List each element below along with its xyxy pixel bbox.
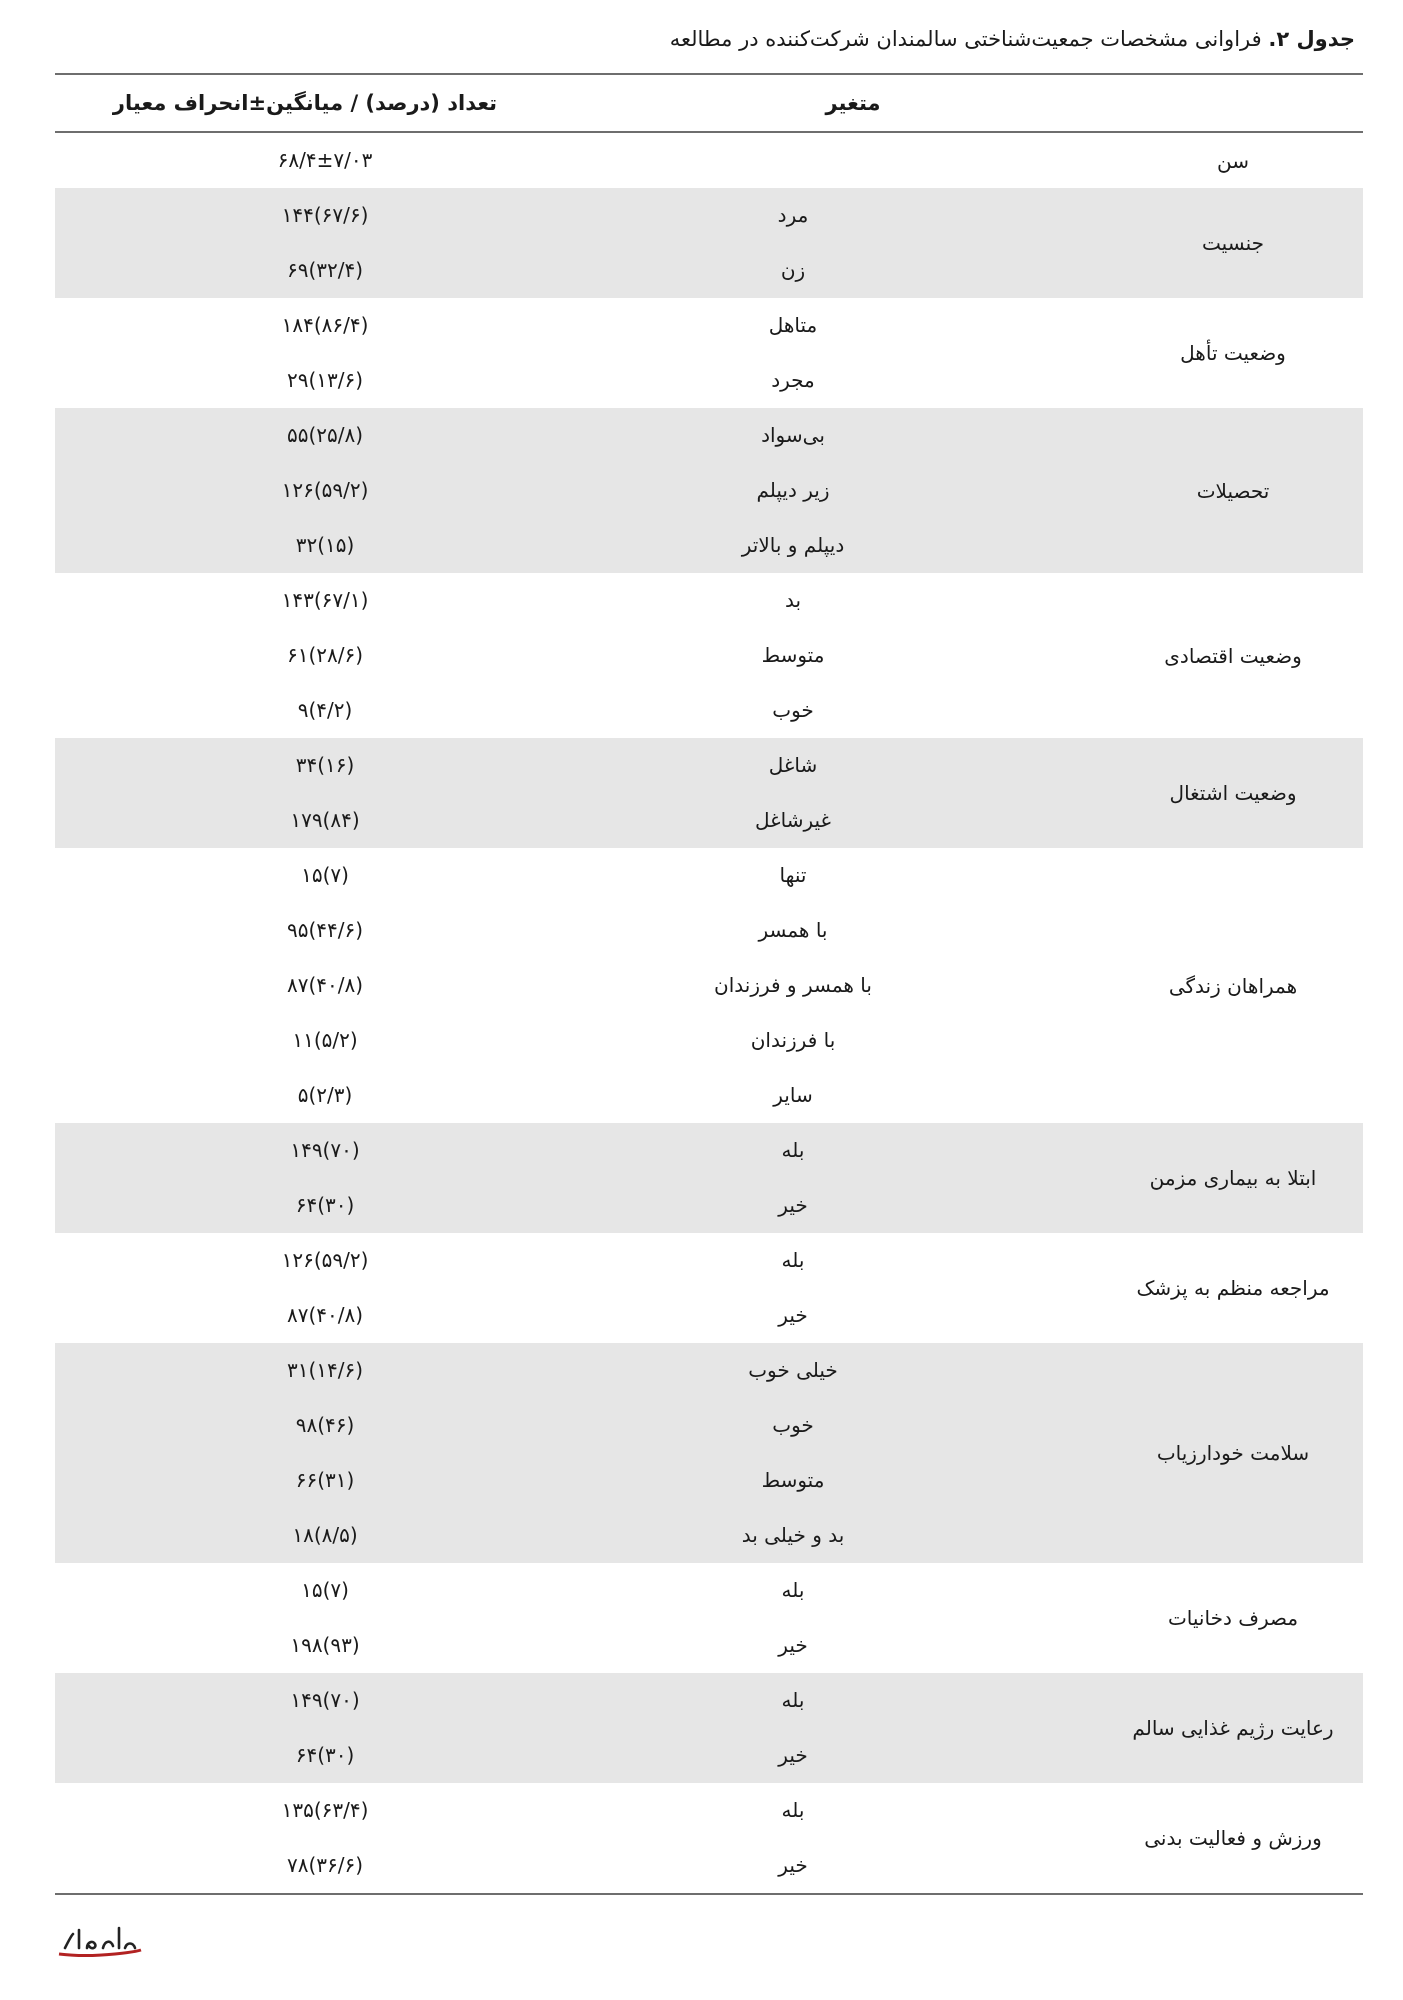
category-cell: بله: [781, 1138, 805, 1162]
table-row: [55, 573, 1363, 628]
table-row: [55, 1728, 1363, 1783]
category-cell: تنها: [779, 863, 807, 887]
category-cell: زن: [780, 258, 806, 282]
value-cell: ۱۴۹(۷۰): [290, 1688, 360, 1712]
table-group: [55, 188, 1363, 298]
table-row: [55, 243, 1363, 298]
value-cell: ۱۹۸(۹۳): [290, 1633, 360, 1657]
category-cell: خیر: [778, 1633, 808, 1657]
group-name: ابتلا به بیماری مزمن: [1149, 1166, 1317, 1190]
value-cell: ۷۸(۳۶/۶): [286, 1853, 364, 1877]
category-cell: غیرشاغل: [755, 808, 831, 832]
table-row: [55, 353, 1363, 408]
table-row: [55, 848, 1363, 903]
category-cell: بله: [781, 1688, 805, 1712]
value-cell: ۵۵(۲۵/۸): [286, 423, 364, 447]
category-cell: متوسط: [761, 643, 825, 667]
value-cell: ۱۸(۸/۵): [292, 1523, 358, 1547]
table-group: [55, 133, 1363, 188]
value-cell: ۸۷(۴۰/۸): [286, 1303, 364, 1327]
category-cell: بله: [781, 1578, 805, 1602]
group-name: مصرف دخانیات: [1167, 1606, 1299, 1630]
table-group: [55, 848, 1363, 1123]
value-cell: ۶۴(۳۰): [295, 1743, 355, 1767]
table-group: [55, 298, 1363, 408]
value-cell: ۱۸۴(۸۶/۴): [281, 313, 369, 337]
table-row: [55, 1618, 1363, 1673]
table-row: [55, 1783, 1363, 1838]
table-row: [55, 188, 1363, 243]
table-group: [55, 1673, 1363, 1783]
table-row: [55, 1838, 1363, 1893]
table-row: [55, 518, 1363, 573]
caption-text: فراوانی مشخصات جمعیت‌شناختی سالمندان شرکت‌کننده در مطالعه: [669, 27, 1269, 51]
category-cell: بد: [784, 588, 802, 612]
table-group: [55, 573, 1363, 738]
table-row: [55, 793, 1363, 848]
table-row: [55, 1068, 1363, 1123]
value-cell: ۱۳۵(۶۳/۴): [281, 1798, 369, 1822]
category-cell: شاغل: [768, 753, 818, 777]
table-row: [55, 1288, 1363, 1343]
table-row: [55, 683, 1363, 738]
header-value: تعداد (درصد) / میانگین±انحراف معیار: [112, 91, 498, 115]
table-group: [55, 408, 1363, 573]
value-cell: ۹۵(۴۴/۶): [286, 918, 364, 942]
value-cell: ۹۸(۴۶): [295, 1413, 355, 1437]
table-group: [55, 1343, 1363, 1563]
category-cell: بد و خیلی بد: [741, 1523, 845, 1547]
value-cell: ۳۴(۱۶): [295, 753, 355, 777]
table-group: [55, 738, 1363, 848]
table-row: [55, 1233, 1363, 1288]
value-cell: ۱۴۴(۶۷/۶): [281, 203, 369, 227]
value-cell: ۱۷۹(۸۴): [290, 808, 360, 832]
category-cell: خیر: [778, 1853, 808, 1877]
table-row: [55, 298, 1363, 353]
value-cell: ۶۸/۴±۷/۰۳: [277, 148, 373, 172]
table-row: [55, 628, 1363, 683]
group-name: رعایت رژیم غذایی سالم: [1132, 1716, 1334, 1740]
category-cell: با همسر: [758, 918, 828, 942]
category-cell: با همسر و فرزندان: [714, 973, 872, 997]
value-cell: ۸۷(۴۰/۸): [286, 973, 364, 997]
value-cell: ۶۶(۳۱): [295, 1468, 355, 1492]
value-cell: ۱۵(۷): [301, 1578, 349, 1602]
value-cell: ۱۲۶(۵۹/۲): [281, 1248, 369, 1272]
group-name: جنسیت: [1202, 231, 1264, 255]
group-name: وضعیت تأهل: [1180, 341, 1286, 365]
category-cell: خیلی خوب: [748, 1358, 838, 1382]
category-cell: زیر دیپلم: [756, 478, 830, 502]
table-bottom-rule: [55, 1893, 1363, 1895]
table-row: [55, 1013, 1363, 1068]
group-name: وضعیت اقتصادی: [1164, 643, 1302, 668]
group-name: سن: [1217, 148, 1249, 173]
table-row: [55, 958, 1363, 1013]
group-name: سلامت خودارزیاب: [1156, 1441, 1310, 1465]
table-row: [55, 1453, 1363, 1508]
group-name: ورزش و فعالیت بدنی: [1144, 1826, 1322, 1850]
table-group: [55, 1783, 1363, 1893]
table-row: [55, 1178, 1363, 1233]
table-header: [55, 73, 1363, 133]
journal-logo: [55, 1912, 145, 1968]
category-cell: بله: [781, 1248, 805, 1272]
table-group: [55, 1233, 1363, 1343]
category-cell: سایر: [773, 1083, 813, 1107]
category-cell: خوب: [772, 1413, 814, 1437]
category-cell: مرد: [777, 203, 809, 227]
category-cell: خیر: [778, 1743, 808, 1767]
table-row: [55, 133, 1363, 188]
value-cell: ۶۱(۲۸/۶): [286, 643, 364, 667]
category-cell: مجرد: [771, 368, 815, 392]
table-row: [55, 463, 1363, 518]
table-row: [55, 408, 1363, 463]
table-row: [55, 1123, 1363, 1178]
table-row: [55, 1508, 1363, 1563]
value-cell: ۹(۴/۲): [297, 698, 353, 722]
category-cell: خوب: [772, 698, 814, 722]
category-cell: متوسط: [761, 1468, 825, 1492]
category-cell: خیر: [778, 1193, 808, 1217]
group-name: وضعیت اشتغال: [1169, 781, 1297, 805]
category-cell: دیپلم و بالاتر: [741, 533, 845, 557]
value-cell: ۲۹(۱۳/۶): [286, 368, 364, 392]
value-cell: ۳۱(۱۴/۶): [286, 1358, 364, 1382]
demographics-table: [55, 73, 1363, 1895]
table-row: [55, 903, 1363, 958]
value-cell: ۱۱(۵/۲): [292, 1028, 358, 1052]
table-caption: [48, 22, 1355, 56]
group-name: تحصیلات: [1196, 478, 1270, 503]
category-cell: بله: [781, 1798, 805, 1822]
value-cell: ۱۴۳(۶۷/۱): [281, 588, 369, 612]
value-cell: ۱۴۹(۷۰): [290, 1138, 360, 1162]
caption-label: جدول ۲.: [1268, 27, 1355, 51]
table-group: [55, 1123, 1363, 1233]
group-name: مراجعه منظم به پزشک: [1136, 1276, 1330, 1300]
category-cell: خیر: [778, 1303, 808, 1327]
value-cell: ۵(۲/۳): [297, 1083, 353, 1107]
category-cell: متاهل: [768, 313, 818, 337]
value-cell: ۶۴(۳۰): [295, 1193, 355, 1217]
value-cell: ۱۲۶(۵۹/۲): [281, 478, 369, 502]
table-row: [55, 1673, 1363, 1728]
value-cell: ۶۹(۳۲/۴): [286, 258, 364, 282]
value-cell: ۱۵(۷): [301, 863, 349, 887]
table-row: [55, 1398, 1363, 1453]
category-cell: بی‌سواد: [761, 423, 825, 447]
header-variable: متغیر: [825, 91, 881, 115]
value-cell: ۳۲(۱۵): [295, 533, 355, 557]
category-cell: با فرزندان: [750, 1028, 836, 1052]
table-row: [55, 738, 1363, 793]
table-row: [55, 1563, 1363, 1618]
table-row: [55, 1343, 1363, 1398]
table-group: [55, 1563, 1363, 1673]
table-body: [55, 133, 1363, 1893]
group-name: همراهان زندگی: [1168, 973, 1298, 998]
